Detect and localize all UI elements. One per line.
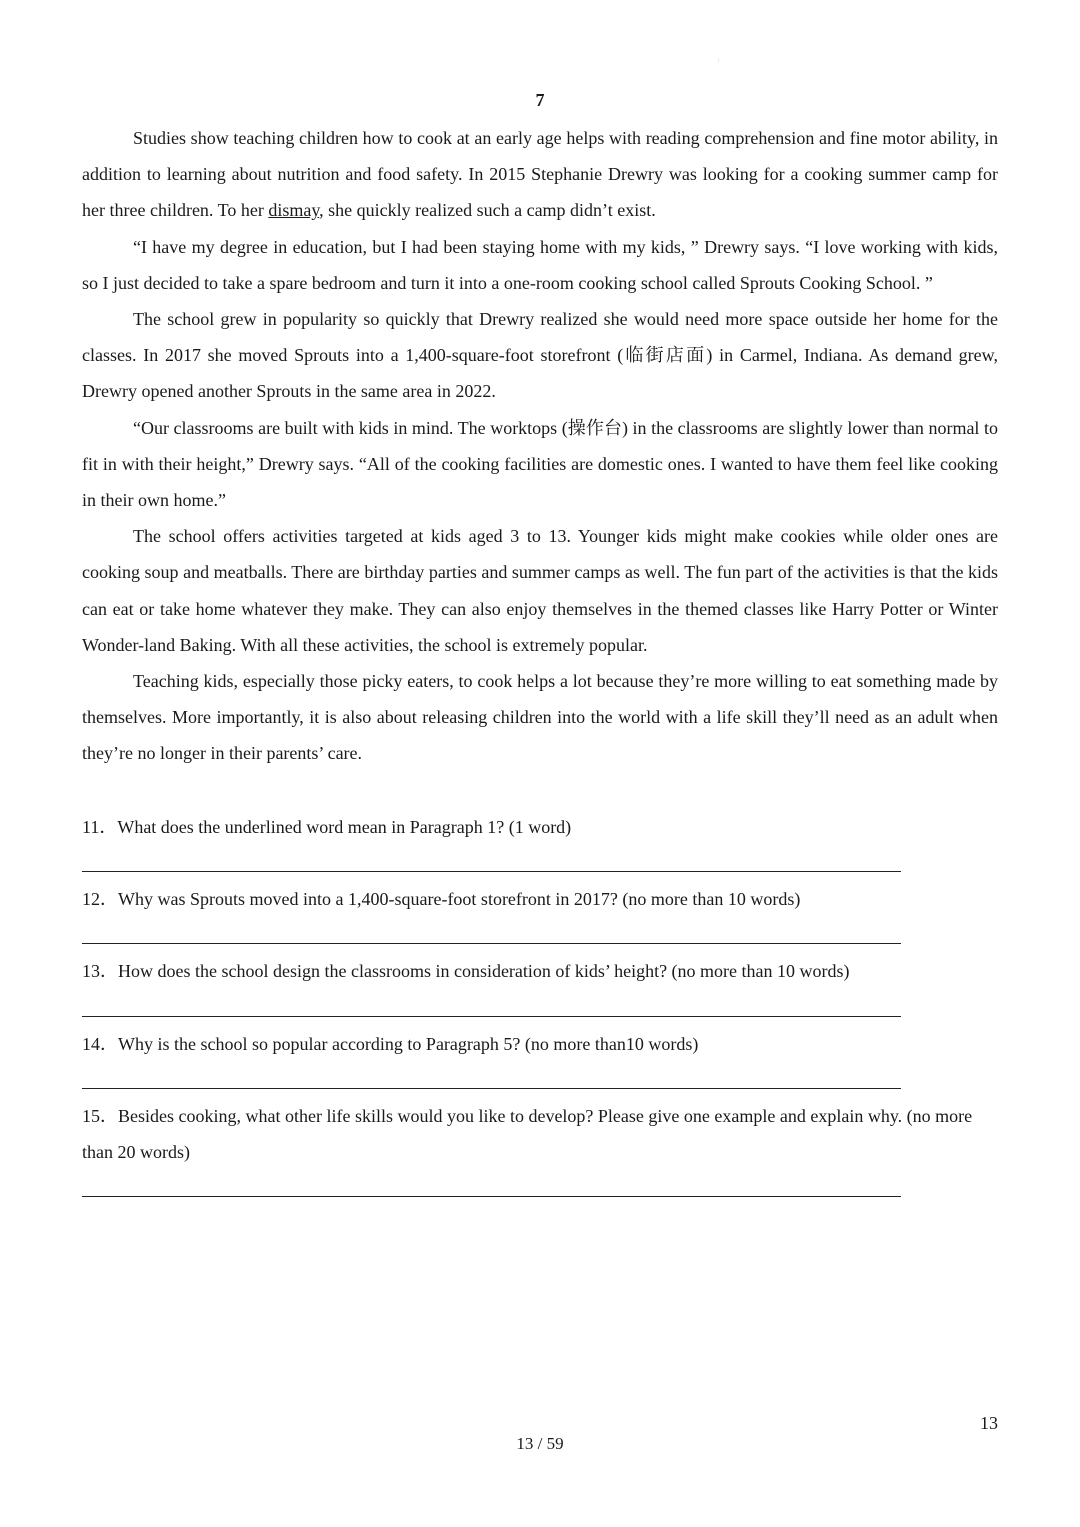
answer-line-13[interactable] bbox=[82, 1016, 901, 1017]
question-13-text: 13．How does the school design the classrooms in consideration of kids’ height? (no more than 10 words) bbox=[82, 961, 850, 982]
page-indicator: 13 / 59 bbox=[516, 1434, 564, 1453]
answer-line-14[interactable] bbox=[82, 1088, 901, 1089]
paragraph-1-after: , she quickly realized such a camp didn’t exist. bbox=[319, 200, 656, 221]
paragraph-3: The school grew in popularity so quickly that Drewry realized she would need more space outside her home for the classes. In 2017 she moved Sprouts into a 1,400-square-foot storefront (临街店面) in Carmel, Indiana. As demand grew, Drewry opened another Sprouts in the same area in 2022. bbox=[82, 309, 998, 402]
paragraph-1-before: Studies show teaching children how to cook at an early age helps with reading comprehension and fine motor ability, in addition to learning about nutrition and food safety. In 2015 Stephanie Drewry was looking for a cooking summer camp for her three children. To her bbox=[82, 128, 998, 221]
question-11 bbox=[82, 809, 998, 872]
underlined-word: dismay bbox=[268, 200, 320, 221]
page-number-right: 13 bbox=[980, 1413, 998, 1433]
question-12 bbox=[82, 881, 998, 944]
question-list bbox=[82, 809, 998, 1206]
question-14-text: 14．Why is the school so popular according to Paragraph 5? (no more than10 words) bbox=[82, 1033, 699, 1054]
answer-line-15[interactable] bbox=[82, 1196, 901, 1197]
question-13 bbox=[82, 953, 998, 1016]
paragraph-5: The school offers activities targeted at kids aged 3 to 13. Younger kids might make cookies while older ones are cooking soup and meatballs. There are birthday parties and summer camps as well. The fun part of the activities is that the kids can eat or take home whatever they make. They can also enjoy themselves in the themed classes like Harry Potter or Winter Wonder-land Baking. With all these activities, the school is extremely popular. bbox=[82, 526, 998, 655]
paragraph-4: “Our classrooms are built with kids in mind. The worktops (操作台) in the classrooms are slightly lower than normal to fit in with their height,” Drewry says. “All of the cooking facilities are domestic ones. I wanted to have them feel like cooking in their own home.” bbox=[82, 417, 998, 511]
paragraph-6: Teaching kids, especially those picky eaters, to cook helps a lot because they’re more willing to eat something made by themselves. More importantly, it is also about releasing children into the world with a life skill they’ll need as an adult when they’re no longer in their parents’ care. bbox=[82, 671, 998, 764]
question-15 bbox=[82, 1098, 998, 1197]
paragraph-2: “I have my degree in education, but I had been staying home with my kids, ” Drewry says. “I love working with kids, so I just decided to take a spare bedroom and turn it into a one-room cooking school called Sprouts Cooking School. ” bbox=[82, 236, 998, 293]
question-12-text: 12．Why was Sprouts moved into a 1,400-square-foot storefront in 2017? (no more than 10 words) bbox=[82, 889, 801, 910]
question-11-text: 11．What does the underlined word mean in Paragraph 1? (1 word) bbox=[82, 817, 572, 837]
answer-line-11[interactable] bbox=[82, 871, 901, 872]
passage-number: 7 bbox=[535, 90, 545, 110]
question-14 bbox=[82, 1026, 998, 1089]
corner-mark: : bbox=[718, 58, 720, 64]
paragraph-1 bbox=[82, 120, 998, 229]
question-15-text: 15．Besides cooking, what other life skills would you like to develop? Please give one example and explain why. (no more than 20 words) bbox=[82, 1105, 973, 1163]
reading-passage bbox=[82, 120, 998, 772]
answer-line-12[interactable] bbox=[82, 943, 901, 944]
